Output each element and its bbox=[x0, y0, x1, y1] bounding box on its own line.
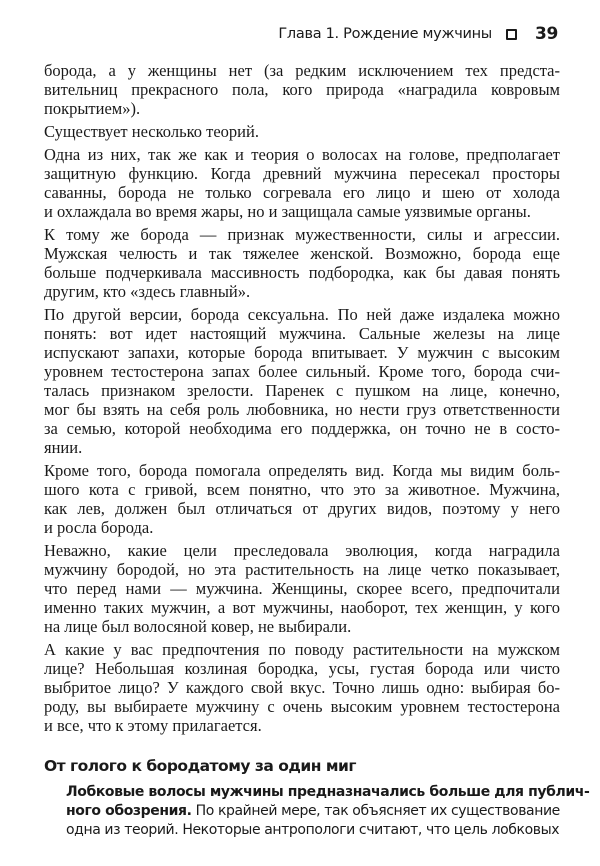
text-line: Неважно, какие цели преследовала эволюция, когда наградила bbox=[44, 541, 560, 560]
paragraph bbox=[44, 61, 560, 118]
text-line: вительниц прекрасного пола, кого природа «наградила ковровым bbox=[44, 80, 560, 99]
text-line: испускают запахи, которые борода впитывает. У мужчин с высоким bbox=[44, 343, 560, 362]
sidebar-note bbox=[66, 783, 590, 840]
text-line: и охлаждала во время жары, но и защищала самые уязвимые органы. bbox=[44, 202, 531, 221]
sidebar-line: одна из теорий. Некоторые антропологи считают, что цель лобковых bbox=[66, 822, 560, 838]
text-line: Существует несколько теорий. bbox=[44, 122, 259, 141]
paragraph bbox=[44, 305, 560, 457]
text-line: борода, а у женщины нет (за редким исключением тех предста- bbox=[44, 61, 560, 80]
running-header bbox=[278, 24, 558, 44]
text-line: Кроме того, борода помогала определять вид. Когда мы видим боль- bbox=[44, 461, 560, 480]
section-heading: От голого к бородатому за один миг bbox=[44, 757, 356, 775]
paragraph bbox=[44, 225, 560, 301]
sidebar-bold-text: ного обозрения. bbox=[66, 803, 192, 819]
text-line: А какие у вас предпочтения по поводу растительности на мужском bbox=[44, 640, 560, 659]
text-line: К тому же борода — признак мужественности, силы и агрессии. bbox=[44, 225, 560, 244]
text-line: на лице был волосяной ковер, не выбирали. bbox=[44, 617, 352, 636]
text-line: как лев, должен был отличаться от других видов, поэтому у него bbox=[44, 499, 560, 518]
text-line: мог бы взять на себя роль любовника, но нести груз ответственности bbox=[44, 400, 560, 419]
paragraph bbox=[44, 145, 560, 221]
text-line: уровнем тестостерона запах более сильный. Кроме того, борода счи- bbox=[44, 362, 560, 381]
body-text bbox=[44, 61, 560, 739]
text-line: за семью, которой необходима его поддержка, он точно не в состо- bbox=[44, 419, 560, 438]
square-bullet-icon bbox=[506, 29, 517, 40]
text-line: шого кота с гривой, всем понятно, что это за животное. Мужчина, bbox=[44, 480, 560, 499]
paragraph bbox=[44, 541, 560, 636]
text-line: именно таких мужчин, а вот мужчины, наоборот, тех женщин, у кого bbox=[44, 598, 560, 617]
paragraph bbox=[44, 461, 560, 537]
sidebar-line bbox=[66, 783, 590, 802]
text-line: янии. bbox=[44, 438, 83, 457]
paragraph bbox=[44, 640, 560, 735]
text-line: что перед нами — мужчина. Женщины, скорее всего, предпочитали bbox=[44, 579, 560, 598]
text-line: и росла борода. bbox=[44, 518, 154, 537]
text-line: выбритое лицо? У каждого свой вкус. Точно лишь одно: выбирая бо- bbox=[44, 678, 560, 697]
text-line: талась признаком зрелости. Паренек с пушком на лице, конечно, bbox=[44, 381, 560, 400]
text-line: саванны, борода не только согревала его лицо и шею от холода bbox=[44, 183, 560, 202]
sidebar-bold-text: Лобковые волосы мужчины предназначались больше для публич- bbox=[66, 784, 590, 800]
paragraph bbox=[44, 122, 560, 141]
text-line: защитную функцию. Когда древний мужчина пересекал просторы bbox=[44, 164, 560, 183]
text-line: понять: вот идет настоящий мужчина. Сальные железы на лице bbox=[44, 324, 560, 343]
text-line: другим, кто «здесь главный». bbox=[44, 282, 251, 301]
text-line: роду, вы выбираете мужчину с очень высоким уровнем тестостерона bbox=[44, 697, 560, 716]
chapter-title: Глава 1. Рождение мужчины bbox=[278, 26, 492, 42]
text-line: и все, что к этому прилагается. bbox=[44, 716, 262, 735]
text-line: По другой версии, борода сексуальна. По ней даже издалека можно bbox=[44, 305, 560, 324]
text-line: покрытием»). bbox=[44, 99, 141, 118]
sidebar-line bbox=[66, 802, 560, 821]
text-line: Мужская челюсть и так тяжелее женской. Возможно, борода еще bbox=[44, 244, 560, 263]
sidebar-text: По крайней мере, так объясняет их существование bbox=[191, 803, 560, 819]
text-line: Одна из них, так же как и теория о волосах на голове, предполагает bbox=[44, 145, 560, 164]
text-line: больше подчеркивала массивность подбородка, как бы давая понять bbox=[44, 263, 560, 282]
text-line: мужчину бородой, но эта растительность на лице четко показывает, bbox=[44, 560, 560, 579]
text-line: лице? Небольшая козлиная бородка, усы, густая борода или чисто bbox=[44, 659, 560, 678]
page-number: 39 bbox=[534, 24, 558, 44]
